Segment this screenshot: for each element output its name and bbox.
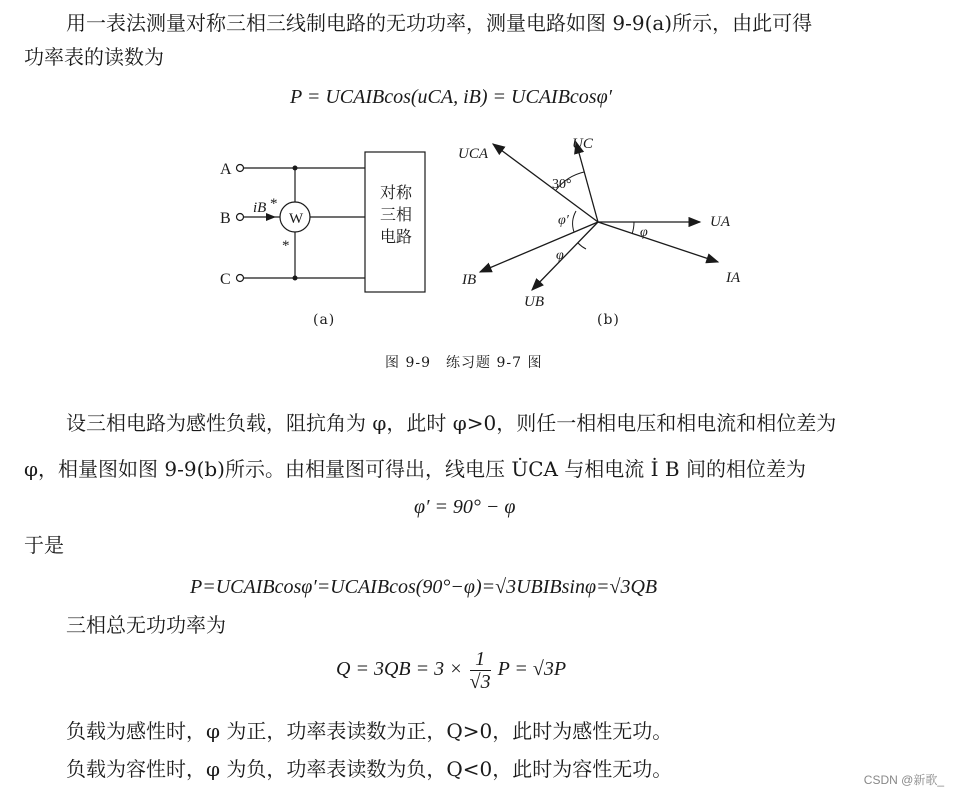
figure-b-phasor (448, 122, 758, 317)
paragraph-1-line-1: 用一表法测量对称三相三线制电路的无功功率，测量电路如图 9-9(a)所示，由此可得 (66, 11, 813, 35)
star-bottom: * (282, 238, 290, 254)
eq4-lhs: Q = 3QB = 3 × (336, 658, 463, 681)
equation-2: φ′ = 90° − φ (414, 496, 516, 518)
label-u-c: UC (572, 136, 593, 152)
label-u-a: UA (710, 214, 730, 230)
paragraph-2-line-1: 设三相电路为感性负载，阻抗角为 φ，此时 φ>0，则任一相相电压和相电流和相位差为 (66, 411, 837, 435)
paragraph-1-line-2: 功率表的读数为 (24, 45, 164, 69)
box-text-1: 对称 (380, 185, 413, 202)
eq4-denominator: √3 (469, 671, 491, 693)
label-u-b: UB (524, 294, 544, 310)
paragraph-2-line-2: φ，相量图如图 9-9(b)所示。由相量图可得出，线电压 U̇CA 与相电流 İ B 间的相位差为 (24, 457, 806, 481)
box-text-2: 三相 (380, 207, 413, 224)
node-a-label: A (220, 161, 232, 178)
conclusion-1: 负载为感性时，φ 为正，功率表读数为正，Q>0，此时为感性无功。 (66, 719, 673, 743)
phi-label-lower: φ (556, 248, 564, 263)
box-text-3: 电路 (380, 229, 413, 246)
yushi-text: 于是 (24, 533, 64, 557)
figure-b-label: (b) (597, 312, 620, 328)
phi-prime-label: φ′ (558, 213, 569, 228)
equation-4 (336, 648, 566, 693)
watermark: CSDN @新歌_ (863, 773, 944, 787)
node-b-label: B (220, 210, 231, 227)
total-power-label: 三相总无功功率为 (66, 613, 226, 637)
angle-30-label: 30° (552, 177, 572, 192)
eq4-numerator: 1 (470, 648, 491, 671)
figure-a-label: (a) (313, 312, 336, 328)
node-c-label: C (220, 271, 231, 288)
wattmeter-label: W (289, 211, 304, 227)
conclusion-2: 负载为容性时，φ 为负，功率表读数为负，Q<0，此时为容性无功。 (66, 757, 673, 781)
phi-label-right: φ (640, 225, 648, 240)
equation-1: P = UCAIBcos(uCA, iB) = UCAIBcosφ′ (290, 86, 613, 108)
label-u-ca: UCA (458, 146, 488, 162)
star-top: * (270, 196, 278, 212)
label-i-b: IB (462, 272, 477, 288)
equation-3: P=UCAIBcosφ′=UCAIBcos(90°−φ)=√3UBIBsinφ=√3QB (190, 576, 658, 598)
label-i-a: IA (726, 270, 741, 286)
eq4-rhs: P = √3P (497, 658, 567, 681)
figure-a-circuit (210, 140, 450, 340)
figure-caption: 图 9-9 练习题 9-7 图 (385, 355, 543, 371)
current-label: iB (253, 200, 267, 216)
eq4-fraction (470, 648, 491, 693)
